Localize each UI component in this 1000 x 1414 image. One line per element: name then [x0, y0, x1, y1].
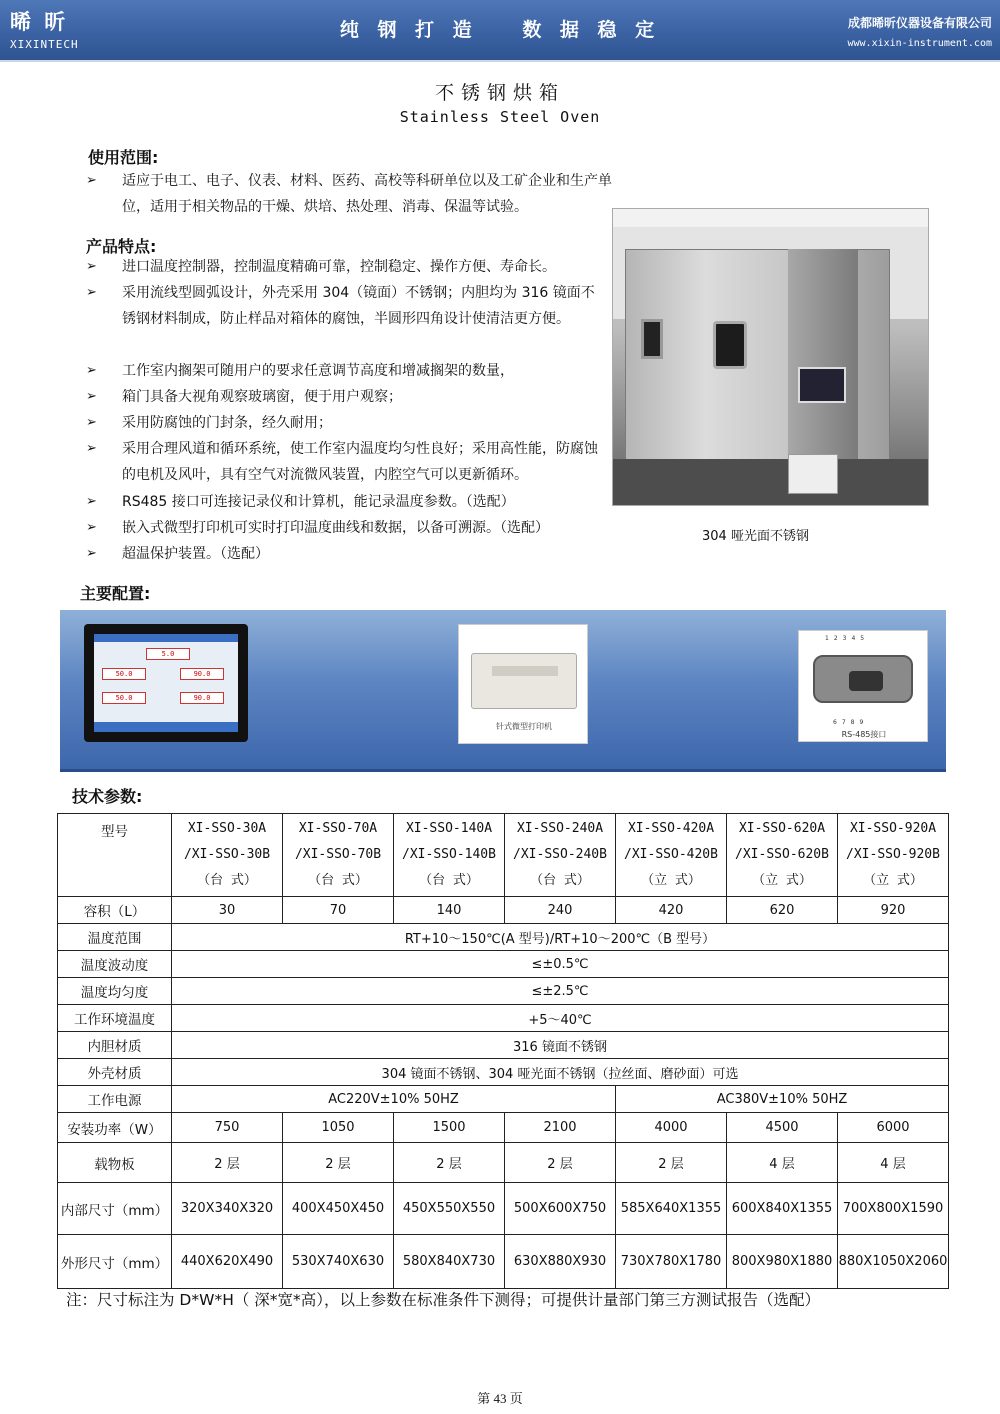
page-subtitle: Stainless Steel Oven	[399, 108, 601, 126]
printer-slot	[492, 666, 558, 676]
spec-table	[57, 813, 949, 1289]
row-label: 外壳材质	[58, 1059, 172, 1086]
connector-pins	[849, 671, 883, 691]
table-cell: ≤±2.5℃	[172, 978, 949, 1005]
controller-lcd	[94, 634, 238, 732]
table-cell: AC220V±10% 50HZ	[172, 1086, 616, 1113]
row-label: 内胆材质	[58, 1032, 172, 1059]
table-cell: 620	[727, 897, 838, 924]
table-cell: 440X620X490	[172, 1235, 283, 1289]
table-cell: 580X840X730	[394, 1235, 505, 1289]
table-cell: 240	[505, 897, 616, 924]
table-row	[58, 897, 949, 924]
table-row	[58, 924, 949, 951]
table-cell: 2 层	[172, 1143, 283, 1183]
table-cell: 316 镜面不锈钢	[172, 1032, 949, 1059]
table-cell: 2100	[505, 1113, 616, 1143]
table-cell: 750	[172, 1113, 283, 1143]
row-label: 工作环境温度	[58, 1005, 172, 1032]
arrow-bullet-icon: ➢	[86, 520, 97, 535]
arrow-bullet-icon: ➢	[86, 259, 97, 274]
usage-item: ➢ 适应于电工、电子、仪表、材料、医药、高校等科研单位以及工矿企业和生产单位，适用于相关物品的干燥、烘培、热处理、消毒、保温等试验。	[86, 168, 626, 220]
table-cell: RT+10～150℃(A 型号)/RT+10～200℃（B 型号）	[172, 924, 949, 951]
photo-floor	[613, 459, 929, 506]
feature-item: ➢ 工作室内搁架可随用户的要求任意调节高度和增减搁架的数量，	[86, 358, 606, 384]
feature-item: ➢ RS485 接口可连接记录仪和计算机，能记录温度参数。（选配）	[86, 489, 606, 515]
table-cell: 140	[394, 897, 505, 924]
lcd-value: 50.0	[102, 692, 146, 704]
table-cell: 4 层	[838, 1143, 949, 1183]
table-cell: 2 层	[394, 1143, 505, 1183]
table-cell: 630X880X930	[505, 1235, 616, 1289]
table-row	[58, 1143, 949, 1183]
table-row	[58, 1032, 949, 1059]
feature-item: ➢ 进口温度控制器，控制温度精确可靠，控制稳定、操作方便、寿命长。	[86, 254, 606, 280]
model-cell: XI-SSO-30A /XI-SSO-30B （台 式）	[172, 814, 283, 897]
table-cell: 2 层	[505, 1143, 616, 1183]
header-banner	[0, 0, 1000, 62]
arrow-bullet-icon: ➢	[86, 173, 97, 188]
table-cell: 1050	[283, 1113, 394, 1143]
features-heading: 产品特点:	[86, 237, 157, 256]
pin-numbers-top: 12345	[825, 635, 870, 642]
lcd-value: 5.0	[146, 648, 190, 660]
table-cell: 500X600X750	[505, 1183, 616, 1235]
arrow-bullet-icon: ➢	[86, 546, 97, 561]
table-cell: 880X1050X2060	[838, 1235, 949, 1289]
table-cell: 4000	[616, 1113, 727, 1143]
table-cell: 6000	[838, 1113, 949, 1143]
photo-caption: 304 哑光面不锈钢	[702, 529, 809, 544]
table-cell: +5～40℃	[172, 1005, 949, 1032]
row-label: 内部尺寸（mm）	[58, 1183, 172, 1235]
feature-item: ➢ 采用流线型圆弧设计，外壳采用 304（镜面）不锈钢；内胆均为 316 镜面不锈钢材料制成，防止样品对箱体的腐蚀，半圆形四角设计使清洁更方便。	[86, 280, 598, 332]
oven-window	[713, 321, 747, 369]
photo-ceiling	[613, 209, 929, 227]
table-row	[58, 978, 949, 1005]
page-number: 第 43 页	[477, 1391, 523, 1406]
arrow-bullet-icon: ➢	[86, 494, 97, 509]
table-cell: 450X550X550	[394, 1183, 505, 1235]
table-cell: 4 层	[727, 1143, 838, 1183]
table-row	[58, 814, 949, 897]
company-name: 成都晞昕仪器设备有限公司	[847, 16, 992, 30]
printer-label: 针式微型打印机	[496, 722, 552, 731]
table-row	[58, 1183, 949, 1235]
lcd-value: 90.0	[180, 692, 224, 704]
table-cell: 30	[172, 897, 283, 924]
row-label: 温度范围	[58, 924, 172, 951]
table-cell: 2 层	[283, 1143, 394, 1183]
oven-controller	[798, 367, 846, 403]
table-cell: 585X640X1355	[616, 1183, 727, 1235]
row-label: 载物板	[58, 1143, 172, 1183]
table-cell: 530X740X630	[283, 1235, 394, 1289]
arrow-bullet-icon: ➢	[86, 363, 97, 378]
printer-body	[471, 653, 577, 709]
table-cell: 420	[616, 897, 727, 924]
footnote: 注：尺寸标注为 D*W*H（ 深*宽*高），以上参数在标准条件下测得；可提供计量部门第三方测试报告（选配）	[66, 1291, 821, 1309]
arrow-bullet-icon: ➢	[86, 389, 97, 404]
row-label: 工作电源	[58, 1086, 172, 1113]
table-cell: 400X450X450	[283, 1183, 394, 1235]
rs485-port-image	[798, 630, 928, 742]
micro-printer-image	[458, 624, 588, 744]
row-label: 容积（L）	[58, 897, 172, 924]
table-cell: 304 镜面不锈钢、304 哑光面不锈钢（拉丝面、磨砂面）可选	[172, 1059, 949, 1086]
model-cell: XI-SSO-420A /XI-SSO-420B （立 式）	[616, 814, 727, 897]
row-label: 温度波动度	[58, 951, 172, 978]
oven-window	[641, 319, 663, 359]
lcd-bottom-bar	[94, 722, 238, 732]
row-label: 外形尺寸（mm）	[58, 1235, 172, 1289]
model-cell: XI-SSO-920A /XI-SSO-920B （立 式）	[838, 814, 949, 897]
row-label: 温度均匀度	[58, 978, 172, 1005]
table-row	[58, 1235, 949, 1289]
table-cell: 700X800X1590	[838, 1183, 949, 1235]
table-row	[58, 1059, 949, 1086]
model-cell: XI-SSO-240A /XI-SSO-240B （台 式）	[505, 814, 616, 897]
feature-item: ➢ 采用防腐蚀的门封条，经久耐用；	[86, 410, 606, 436]
feature-item: ➢ 超温保护装置。（选配）	[86, 541, 606, 567]
usage-heading: 使用范围:	[88, 148, 159, 167]
table-row	[58, 1113, 949, 1143]
brand-name-en: XIXINTECH	[10, 38, 79, 51]
arrow-bullet-icon: ➢	[86, 441, 97, 456]
touchscreen-controller-image	[84, 624, 248, 742]
table-row	[58, 1005, 949, 1032]
row-label: 安装功率（W）	[58, 1113, 172, 1143]
table-cell: 730X780X1780	[616, 1235, 727, 1289]
model-cell: XI-SSO-140A /XI-SSO-140B （台 式）	[394, 814, 505, 897]
table-cell: AC380V±10% 50HZ	[616, 1086, 949, 1113]
slogan-left: 纯 钢 打 造	[339, 19, 478, 41]
lcd-value: 50.0	[102, 668, 146, 680]
table-cell: 600X840X1355	[727, 1183, 838, 1235]
website-link[interactable]: www.xixin-instrument.com	[847, 38, 992, 49]
table-cell: 800X980X1880	[727, 1235, 838, 1289]
slogan-right: 数 据 稳 定	[522, 19, 661, 41]
table-cell: 2 层	[616, 1143, 727, 1183]
config-band	[60, 610, 946, 772]
pin-numbers-bottom: 6789	[833, 719, 869, 726]
table-cell: 4500	[727, 1113, 838, 1143]
arrow-bullet-icon: ➢	[86, 415, 97, 430]
feature-item: ➢ 箱门具备大视角观察玻璃窗，便于用户观察；	[86, 384, 606, 410]
config-heading: 主要配置:	[80, 584, 151, 603]
table-row	[58, 951, 949, 978]
db9-connector-icon	[813, 655, 913, 703]
table-row	[58, 1086, 949, 1113]
photo-box	[788, 454, 838, 494]
brand-name: 晞 昕	[10, 10, 69, 34]
feature-item: ➢ 采用合理风道和循环系统，使工作室内温度均匀性良好；采用高性能，防腐蚀的电机及风叶，具有空气对流微风装置，内腔空气可以更新循环。	[86, 436, 606, 488]
arrow-bullet-icon: ➢	[86, 285, 97, 300]
model-cell: XI-SSO-70A /XI-SSO-70B （台 式）	[283, 814, 394, 897]
table-cell: 320X340X320	[172, 1183, 283, 1235]
table-cell: ≤±0.5℃	[172, 951, 949, 978]
table-cell: 70	[283, 897, 394, 924]
oven-photo	[612, 208, 929, 506]
model-cell: XI-SSO-620A /XI-SSO-620B （立 式）	[727, 814, 838, 897]
lcd-top-bar	[94, 634, 238, 642]
page-title: 不锈钢烘箱	[434, 82, 565, 104]
lcd-value: 90.0	[180, 668, 224, 680]
table-cell: 1500	[394, 1113, 505, 1143]
oven-side-panel	[788, 249, 858, 459]
rs485-label: RS-485接口	[841, 730, 887, 739]
feature-item: ➢ 嵌入式微型打印机可实时打印温度曲线和数据，以备可溯源。（选配）	[86, 515, 606, 541]
tech-heading: 技术参数:	[72, 787, 143, 806]
model-label: 型号	[58, 814, 172, 897]
table-cell: 920	[838, 897, 949, 924]
